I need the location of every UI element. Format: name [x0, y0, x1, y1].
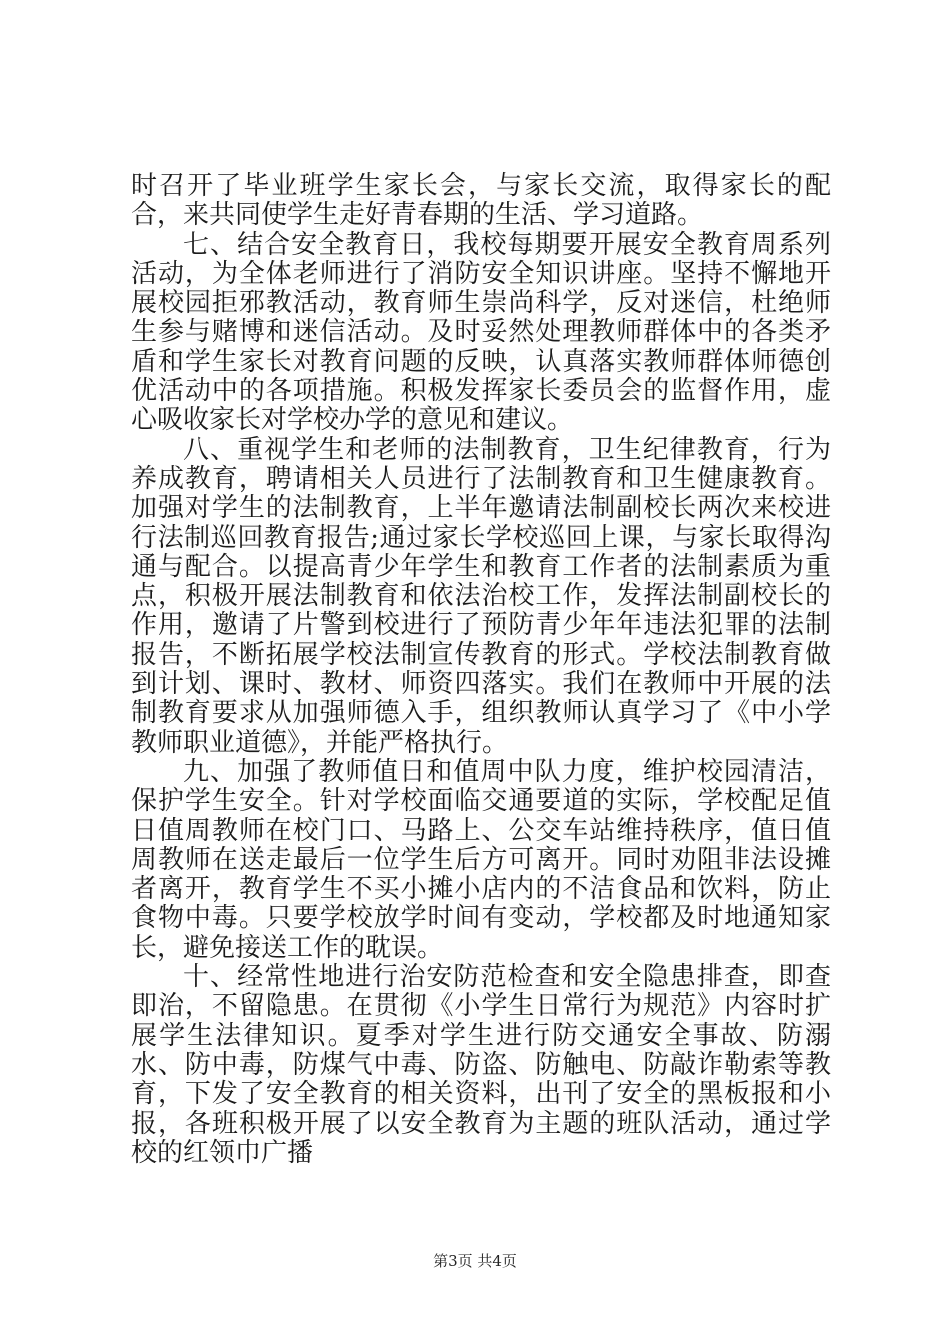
paragraph-section-9: 九、加强了教师值日和值周中队力度，维护校园清洁，保护学生安全。针对学校面临交通要道的实际，学校配足值日值周教师在校门口、马路上、公交车站维持秩序，值日值周教师在送走最后一位学生后方可离开。同时劝阻非法设摊者离开，教育学生不买小摊小店内的不洁食品和饮料，防止食物中毒。只要学校放学时间有变动，学校都及时地通知家长，避免接送工作的耽误。: [131, 756, 831, 963]
page-footer: [0, 1250, 950, 1271]
document-body: [131, 172, 831, 1168]
page-number: 第3页 共4页: [433, 1252, 517, 1270]
paragraph-section-7: 七、结合安全教育日，我校每期要开展安全教育周系列活动，为全体老师进行了消防安全知识讲座。坚持不懈地开展校园拒邪教活动，教育师生崇尚科学，反对迷信，杜绝师生参与赌博和迷信活动。及时妥然处理教师群体中的各类矛盾和学生家长对教育问题的反映，认真落实教师群体师德创优活动中的各项措施。积极发挥家长委员会的监督作用，虚心吸收家长对学校办学的意见和建议。: [131, 229, 831, 436]
paragraph-continuation: 时召开了毕业班学生家长会，与家长交流，取得家长的配合，来共同使学生走好青春期的生活、学习道路。: [131, 171, 831, 231]
paragraph-section-10: 十、经常性地进行治安防范检查和安全隐患排查，即查即治，不留隐患。在贯彻《小学生日常行为规范》内容时扩展学生法律知识。夏季对学生进行防交通安全事故、防溺水、防中毒，防煤气中毒、防盗、防触电、防敲诈勒索等教育，下发了安全教育的相关资料，出刊了安全的黑板报和小报，各班积极开展了以安全教育为主题的班队活动，通过学校的红领巾广播: [131, 962, 831, 1168]
paragraph-section-8: 八、重视学生和老师的法制教育，卫生纪律教育，行为养成教育，聘请相关人员进行了法制教育和卫生健康教育。加强对学生的法制教育，上半年邀请法制副校长两次来校进行法制巡回教育报告;通过家长学校巡回上课，与家长取得沟通与配合。以提高青少年学生和教育工作者的法制素质为重点，积极开展法制教育和依法治校工作，发挥法制副校长的作用，邀请了片警到校进行了预防青少年年违法犯罪的法制报告，不断拓展学校法制宣传教育的形式。学校法制教育做到计划、课时、教材、师资四落实。我们在教师中开展的法制教育要求从加强师德入手，组织教师认真学习了《中小学教师职业道德》，并能严格执行。: [131, 434, 831, 758]
